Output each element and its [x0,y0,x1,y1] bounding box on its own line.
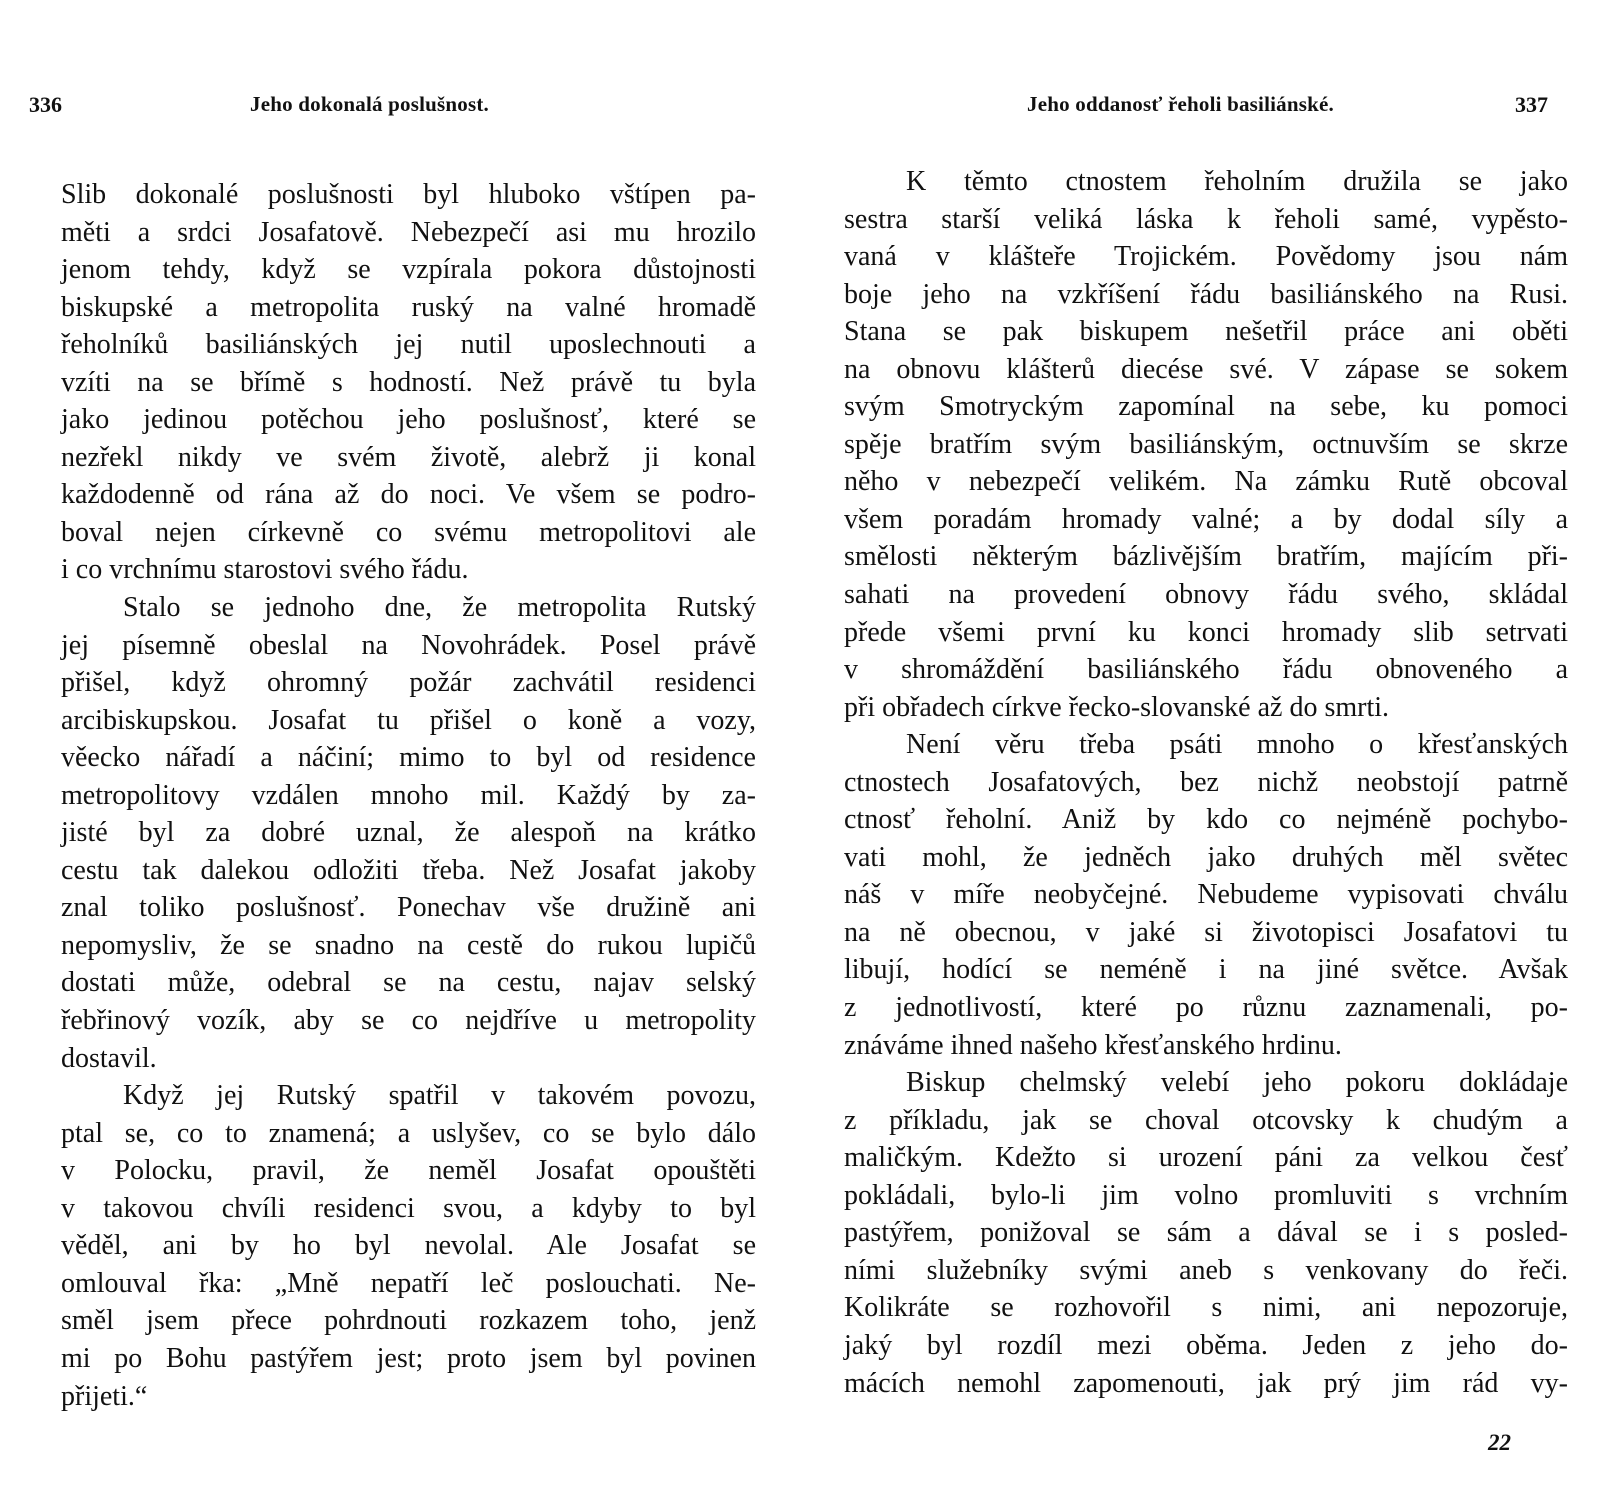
text-line: něho v nebezpečí velikém. Na zámku Rutě obcoval [844,466,1568,498]
text-line: Když jej Rutský spatřil v takovém povozu, [123,1080,756,1112]
text-line: ctnosť řeholní. Aniž by kdo co nejméně pochybo- [844,804,1568,836]
text-line: znáváme ihned našeho křesťanského hrdinu. [844,1029,1342,1061]
text-line: Stalo se jednoho dne, že metropolita Rutský [123,592,756,624]
running-head: Jeho dokonalá poslušnost. [250,92,490,116]
text-line: jisté byl za dobré uznal, že alespoň na krátko [61,817,756,849]
text-line: omlouval řka: „Mně nepatří leč poslouchati. Ne- [61,1267,756,1299]
text-line: mácích nemohl zapomenouti, jak prý jim rád vy- [844,1367,1568,1399]
text-line: znal toliko poslušnosť. Ponechav vše družině ani [61,892,756,924]
text-line: ctnostech Josafatových, bez nichž neobstojí patrně [844,766,1568,798]
text-line: řebřinový vozík, aby se co nejdříve u metropolity [61,1005,756,1037]
text-line: spěje bratřím svým basiliánským, octnuvším se skrze [844,428,1568,460]
text-line: pokládali, bylo-li jim volno promluviti s vrchním [844,1179,1568,1211]
text-line: Není věru třeba psáti mnoho o křesťanských [906,729,1568,761]
text-line: v Polocku, pravil, že neměl Josafat opouštěti [61,1155,756,1187]
text-line: ními služebníky svými aneb s venkovany do řeči. [844,1254,1568,1286]
text-line: sahati na provedení obnovy řádu svého, skládal [844,579,1568,611]
text-line: Stana se pak biskupem nešetřil práce ani oběti [844,316,1568,348]
text-line: libují, hodící se neméně i na jiné světce. Avšak [844,954,1568,986]
text-line: přišel, když ohromný požár zachvátil residenci [61,667,756,699]
text-line: Kolikráte se rozhovořil s nimi, ani nepozoruje, [844,1292,1568,1324]
text-line: K těmto ctnostem řeholním družila se jako [906,166,1568,197]
text-line: maličkým. Kdežto si urození páni za velkou česť [844,1142,1568,1174]
text-line: vaná v klášteře Trojickém. Povědomy jsou nám [844,241,1568,273]
signature-mark: 22 [1488,1430,1511,1455]
text-line: věděl, ani by ho byl nevolal. Ale Josafat se [61,1230,756,1262]
text-block [61,176,756,1415]
text-line: na ně obecnou, v jaké si životopisci Josafatovi tu [844,916,1568,948]
text-line: biskupské a metropolita ruský na valné hromadě [61,291,756,323]
text-line: každodenně od rána až do noci. Ve všem se podro- [61,479,756,511]
text-line: věecko nářadí a náčiní; mimo to byl od residence [61,742,756,774]
text-line: svým Smotryckým zapomínal na sebe, ku pomoci [844,391,1568,423]
text-line: nezřekl nikdy ve svém životě, alebrž ji konal [61,441,756,473]
page-number: 336 [29,92,62,117]
text-line: vzíti na se břímě s hodností. Než právě tu byla [61,366,756,398]
text-line: z jednotlivostí, které po různu zaznamenali, po- [844,992,1568,1024]
text-line: jako jedinou potěchou jeho poslušnosť, které se [61,404,756,436]
text-line: jaký byl rozdíl mezi oběma. Jeden z jeho do- [844,1329,1568,1361]
page-number: 337 [1515,92,1548,117]
text-line: boval nejen církevně co svému metropolitovi ale [61,516,756,548]
text-line: smělosti některým bázlivějším bratřím, majícím při- [844,541,1568,573]
right-page [811,0,1622,1501]
text-line: směl jsem přece pohrdnouti rozkazem toho, jenž [61,1305,756,1337]
text-line: ptal se, co to znamená; a uslyšev, co se bylo dálo [61,1117,756,1149]
text-line: vati mohl, že jedněch jako druhých měl světec [844,841,1568,873]
text-line: Biskup chelmský velebí jeho pokoru dokládaje [906,1067,1568,1099]
text-line: pastýřem, ponižoval se sám a dával se i s posled- [844,1217,1568,1249]
text-line: arcibiskupskou. Josafat tu přišel o koně a vozy, [61,704,756,736]
text-line: boje jeho na vzkříšení řádu basiliánského na Rusi. [844,278,1568,310]
text-line: metropolitovy vzdálen mnoho mil. Každý by za- [61,779,756,811]
text-line: cestu tak dalekou odložiti třeba. Než Josafat jakoby [61,854,756,886]
text-line: v takovou chvíli residenci svou, a kdyby to byl [61,1192,756,1224]
text-line: jenom tehdy, když se vzpírala pokora důstojnosti [61,254,756,286]
text-line: mi po Bohu pastýřem jest; proto jsem byl povinen [61,1342,756,1374]
text-line: řeholníků basiliánských jej nutil uposlechnouti a [61,329,756,361]
text-line: v shromáždění basiliánského řádu obnoveného a [844,654,1568,686]
text-line: Slib dokonalé poslušnosti byl hluboko vštípen pa- [61,179,756,210]
text-line: při obřadech církve řecko-slovanské až do smrti. [844,691,1390,723]
text-line: dostavil. [61,1042,157,1074]
text-line: z příkladu, jak se choval otcovsky k chudým a [844,1104,1568,1136]
text-line: sestra starší veliká láska k řeholi samé, vypěsto- [844,203,1568,235]
text-block [844,163,1568,1402]
text-line: přijeti.“ [61,1380,148,1412]
text-line: náš v míře neobyčejné. Nebudeme vypisovati chválu [844,879,1568,911]
text-line: přede všemi první ku konci hromady slib setrvati [844,616,1568,648]
text-line: na obnovu klášterů diecése své. V zápase se sokem [844,353,1568,385]
running-head: Jeho oddanosť řeholi basiliánské. [1027,92,1334,116]
text-line: dostati může, odebral se na cestu, najav selský [61,967,756,999]
text-line: všem poradám hromady valné; a by dodal síly a [844,503,1568,535]
text-line: nepomysliv, že se snadno na cestě do rukou lupičů [61,929,756,961]
text-line: i co vrchnímu starostovi svého řádu. [61,554,469,586]
text-line: měti a srdci Josafatově. Nebezpečí asi mu hrozilo [61,216,756,248]
text-line: jej písemně obeslal na Novohrádek. Posel právě [61,629,756,661]
